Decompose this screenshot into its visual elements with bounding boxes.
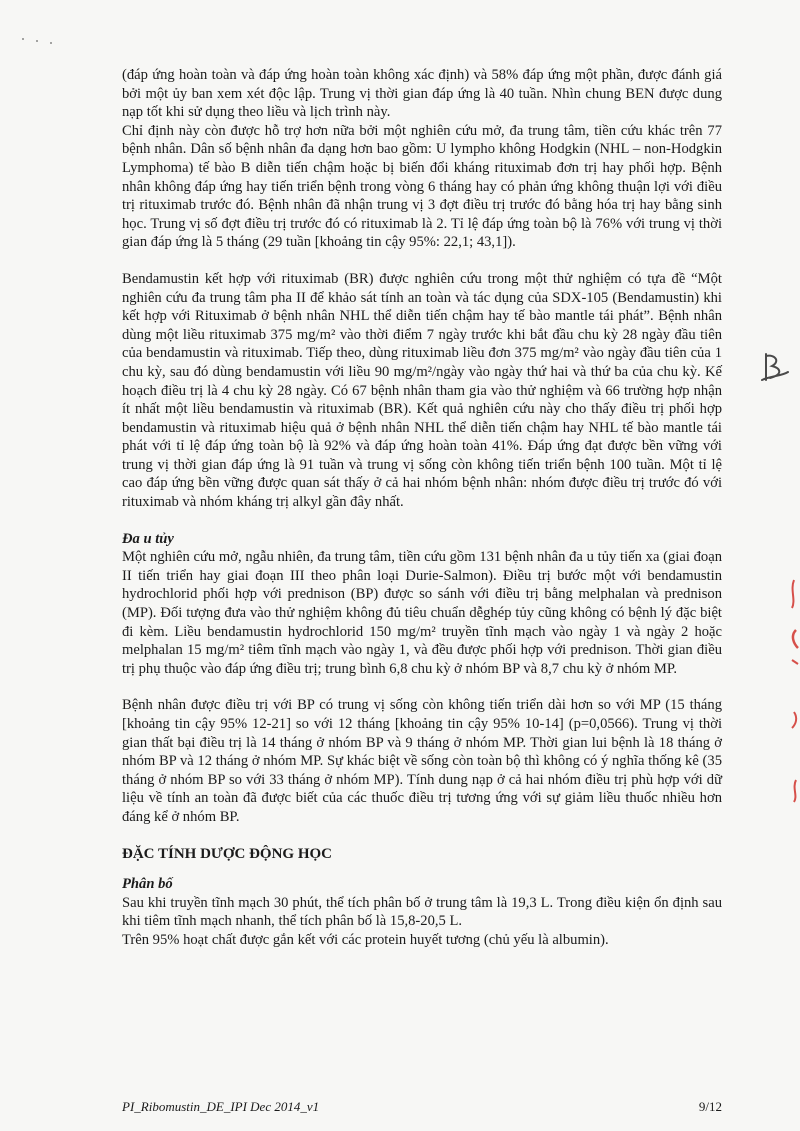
paragraph-indication-support: Chỉ định này còn được hỗ trợ hơn nữa bởi một nghiên cứu mở, đa trung tâm, tiền cứu khác trên 77 bệnh nhân. Dân số bệnh nhân đa dạng hơn bao gồm: U lympho không Hodgkin (NHL – non-Hodgkin Lymphoma) tế bào B diễn tiến chậm hoặc bị biến đổi kháng rituximab đơn trị hay phối hợp. Bệnh nhân không đáp ứng hay tiến triển bệnh trong vòng 6 tháng hay có phản ứng không thuận lợi với điều trị rituximab trước đó. Bệnh nhân đã nhận trung vị 3 đợt điều trị trước đó bằng hóa trị hay bằng sinh học. Trung vị số đợt điều trị trước đó có rituximab là 2. Tỉ lệ đáp ứng toàn bộ là 76% với trung vị thời gian đáp ứng là 5 tháng (29 tuần [khoảng tin cậy 95%: 22,1; 43,1]).: [122, 122, 722, 251]
footer-page-number: 9/12: [698, 1099, 722, 1114]
paragraph-myeloma-results: Bệnh nhân được điều trị với BP có trung vị sống còn không tiến triển dài hơn so với MP (15 tháng [khoảng tin cậy 95% 12-21] so với 12 tháng [khoảng tin cậy 95% 10-14] (p=0,0566). Trung vị thời gian thất bại điều trị là 14 tháng ở nhóm BP và 9 tháng ở nhóm MP. Thời gian lui bệnh là 18 tháng ở nhóm BP và 12 tháng ở nhóm MP. Sự khác biệt về sống còn toàn bộ thì không có ý nghĩa thống kê (35 tháng ở nhóm BP so với 33 tháng ở nhóm MP). Tính dung nạp ở cả hai nhóm điều trị phù hợp với dữ liệu về tính an toàn đã được biết của các thuốc điều trị tương ứng với sự giảm liều thuốc nhiều hơn đáng kể ở nhóm BP.: [122, 697, 722, 825]
handwritten-margin-mark: [758, 350, 792, 384]
paragraph-response-rates: (đáp ứng hoàn toàn và đáp ứng hoàn toàn không xác định) và 58% đáp ứng một phần, được đánh giá bởi một ủy ban xem xét độc lập. Trung vị thời gian đáp ứng là 40 tuần. Nhìn chung BEN được dung nạp tốt khi sử dụng theo liều và lịch trình này.: [122, 67, 722, 121]
paragraph-myeloma-study: Một nghiên cứu mở, ngẫu nhiên, đa trung tâm, tiền cứu gồm 131 bệnh nhân đa u tủy tiến xa (giai đoạn II tiến triển hay giai đoạn III theo phân loại Durie-Salmon). Điều trị bước một với bendamustin hydrochlorid phối hợp với prednison (BP) được so sánh với điều trị bằng melphalan và prednison (MP). Đối tượng đưa vào thử nghiệm không đủ tiêu chuẩn dễghép tủy cũng không có bệnh lý đặc biệt đi kèm. Liều bendamustin hydrochlorid 150 mg/m² truyền tĩnh mạch vào ngày 1 và ngày 2 hoặc melphalan 15 mg/m² tiêm tĩnh mạch vào ngày 1, và đều được phối hợp với prednison. Thời gian điều trị phụ thuộc vào đáp ứng điều trị; trung bình 6,8 chu kỳ ở nhóm BP và 8,7 chu kỳ ở nhóm MP.: [122, 549, 722, 677]
document-body: [122, 66, 722, 950]
footer-document-id: PI_Ribomustin_DE_IPI Dec 2014_v1: [122, 1099, 320, 1114]
subheading-distribution: Phân bố: [122, 876, 173, 893]
red-stamp-fragment: [772, 540, 800, 840]
subheading-multiple-myeloma: Đa u tủy: [122, 530, 174, 547]
scan-speckles: [20, 34, 60, 46]
paragraph-bendamustin-rituximab: Bendamustin kết hợp với rituximab (BR) được nghiên cứu trong một thử nghiệm có tựa đề “Một nghiên cứu đa trung tâm pha II để khảo sát tính an toàn và tác dụng của SDX-105 (Bendamustin) khi kết hợp với Rituximab ở bệnh nhân NHL thể diễn tiến chậm hay tế bào mantle tái phát”. Bệnh nhân dùng một liều rituximab 375 mg/m² vào thời điểm 7 ngày trước khi bắt đầu chu kỳ 28 ngày đầu tiên của bendamustin và rituximab. Tiếp theo, dùng rituximab liều đơn 375 mg/m² vào ngày đầu tiên của 1 chu kỳ, sau đó dùng bendamustin với liều 90 mg/m²/ngày vào ngày thứ hai và thứ ba của chu kỳ. Kế hoạch điều trị là 4 chu kỳ 28 ngày. Có 67 bệnh nhân tham gia vào thử nghiệm và 66 trường hợp nhận ít nhất một liều bendamustin và rituximab (BR). Kết quả nghiên cứu này cho thấy điều trị phối hợp bendamustin và rituximab hiệu quả ở bệnh nhân NHL thể diễn tiến chậm hay NHL tế bào mantle tái phát với tỉ lệ đáp ứng toàn bộ là 92% và đáp ứng hoàn toàn 41%. Đáp ứng đạt được bền vững với trung vị thời gian đáp ứng là 91 tuần và trung vị sống còn không tiến triển bệnh 100 tuần. Một tỉ lệ cao đáp ứng bền vững được quan sát thấy ở cả hai nhóm bệnh nhân: nhóm được điều trị trước đó với rituximab và nhóm kháng trị alkyl gần đây nhất.: [122, 270, 722, 511]
paragraph-protein-binding: Trên 95% hoạt chất được gắn kết với các protein huyết tương (chủ yếu là albumin).: [122, 931, 609, 948]
paragraph-distribution-volume: Sau khi truyền tĩnh mạch 30 phút, thể tích phân bố ở trung tâm là 19,3 L. Trong điều kiện ổn định sau khi tiêm tĩnh mạch nhanh, thể tích phân bố là 15,8-20,5 L.: [122, 894, 722, 930]
section-heading-pharmacokinetics: ĐẶC TÍNH DƯỢC ĐỘNG HỌC: [122, 845, 333, 862]
